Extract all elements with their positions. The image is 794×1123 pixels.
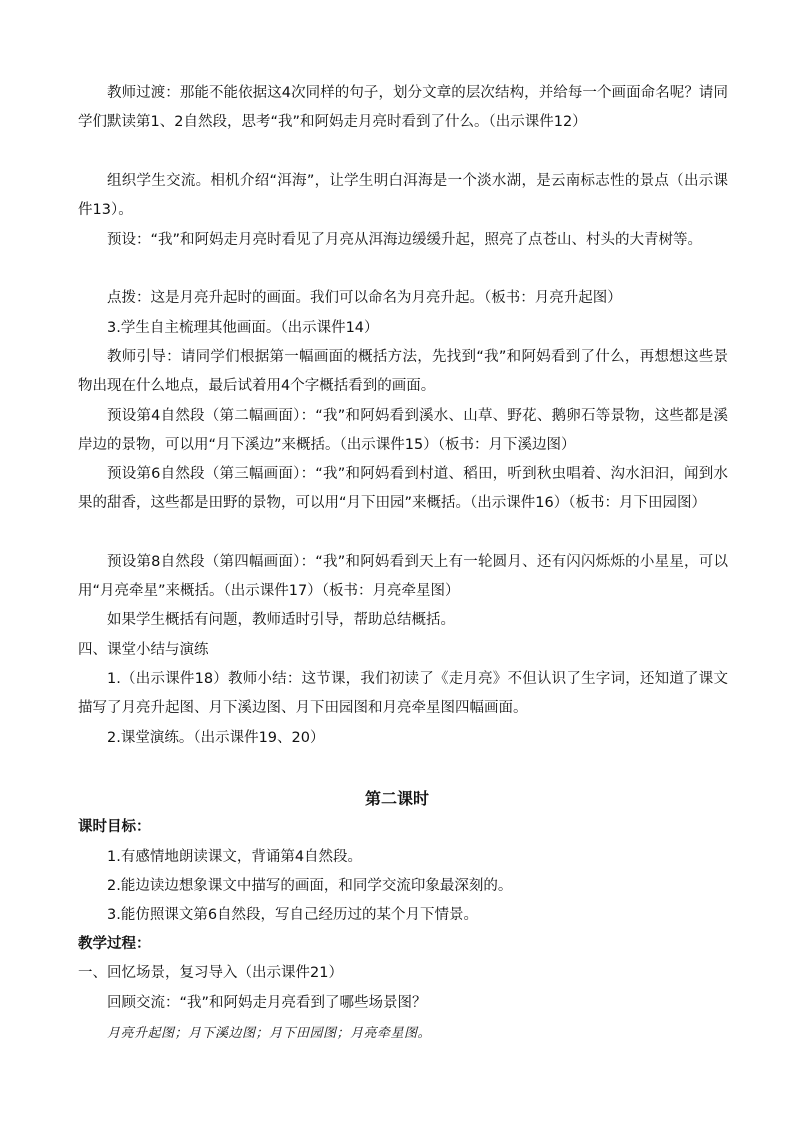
paragraph-preset-1: 预设：“我”和阿妈走月亮时看见了月亮从洱海边缓缓升起，照亮了点苍山、村头的大青树等。 [107, 232, 703, 248]
paragraph-exchange: 组织学生交流。相机介绍“洱海”，让学生明白洱海是一个淡水湖，是云南标志性的景点（出示课件13）。 [78, 173, 728, 219]
goal-item: 3.能仿照课文第6自然段，写自己经历过的某个月下情景。 [107, 907, 479, 923]
paragraph-summary: 1.（出示课件18）教师小结：这节课，我们初读了《走月亮》不但认识了生字词，还知道了课文描写了月亮升起图、月下溪边图、月下田园图和月亮牵星图四幅画面。 [78, 671, 728, 717]
goals-label: 课时目标： [78, 819, 151, 835]
review-answer: 月亮升起图；月下溪边图；月下田园图；月亮牵星图。 [107, 1026, 432, 1041]
paragraph-guidance: 点拨：这是月亮升起时的画面。我们可以命名为月亮升起。（板书：月亮升起图） [107, 290, 622, 306]
paragraph-teacher-guide: 教师引导：请同学们根据第一幅画面的概括方法，先找到“我”和阿妈看到了什么，再想想这些景物出现在什么地点，最后试着用4个字概括看到的画面。 [78, 349, 728, 395]
goal-item: 1.有感情地朗读课文，背诵第4自然段。 [107, 849, 363, 865]
paragraph-teacher-help: 如果学生概括有问题，教师适时引导，帮助总结概括。 [107, 612, 455, 628]
paragraph-step-3: 3.学生自主梳理其他画面。（出示课件14） [107, 320, 379, 336]
lesson-title: 第二课时 [364, 789, 429, 808]
paragraph-preset-para4: 预设第4自然段（第二幅画面）：“我”和阿妈看到溪水、山草、野花、鹅卵石等景物，这些都是溪岸边的景物，可以用“月下溪边”来概括。（出示课件15）（板书：月下溪边图） [78, 408, 728, 454]
goal-item: 2.能边读边想象课文中描写的画面，和同学交流印象最深刻的。 [107, 878, 513, 894]
paragraph-transition: 教师过渡：那能不能依据这4次同样的句子，划分文章的层次结构，并给每一个画面命名呢？请同学们默读第1、2自然段，思考“我”和阿妈走月亮时看到了什么。（出示课件12） [78, 85, 728, 131]
paragraph-preset-para8: 预设第8自然段（第四幅画面）：“我”和阿妈看到天上有一轮圆月、还有闪闪烁烁的小星星，可以用“月亮牵星”来概括。（出示课件17）（板书：月亮牵星图） [78, 554, 728, 600]
paragraph-practice: 2.课堂演练。（出示课件19、20） [107, 730, 325, 746]
review-question: 回顾交流：“我”和阿妈走月亮看到了哪些场景图？ [107, 995, 427, 1011]
paragraph-preset-para6: 预设第6自然段（第三幅画面）：“我”和阿妈看到村道、稻田，听到秋虫唱着、沟水汩汩，闻到水果的甜香，这些都是田野的景物，可以用“月下田园”来概括。（出示课件16）（板书：月下田园图） [78, 466, 728, 512]
process-label: 教学过程： [78, 936, 151, 952]
step-heading: 一、回忆场景，复习导入（出示课件21） [78, 965, 343, 981]
section-heading-summary: 四、课堂小结与演练 [78, 642, 209, 658]
